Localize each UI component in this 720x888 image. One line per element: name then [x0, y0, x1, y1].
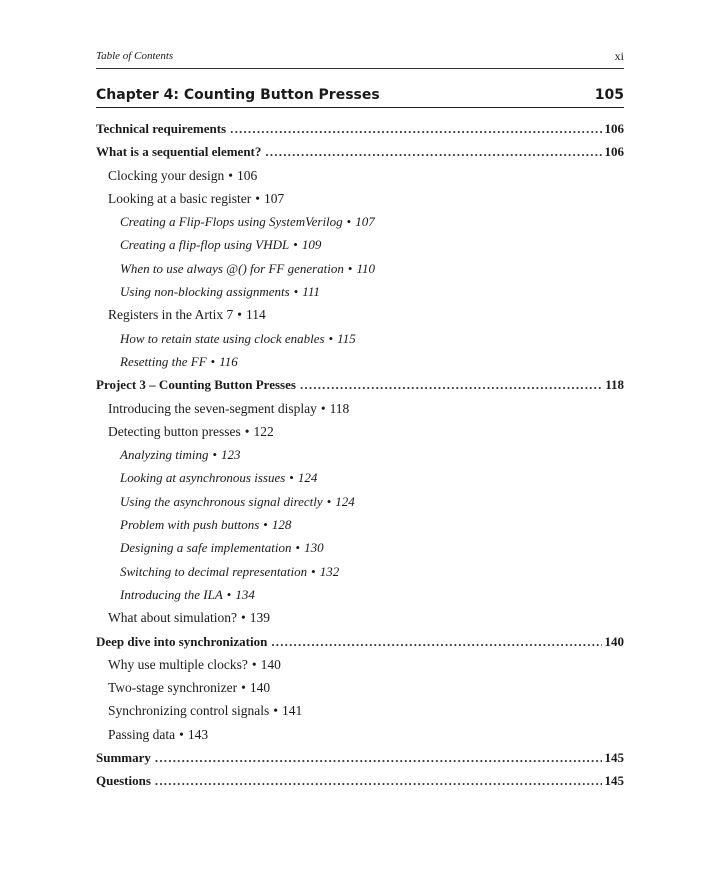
- bullet-separator: •: [293, 284, 299, 300]
- page-number: xi: [614, 49, 624, 63]
- bullet-separator: •: [240, 610, 246, 626]
- entry-page-number: 134: [235, 586, 255, 602]
- entry-title: Resetting the FF: [120, 353, 207, 369]
- entry-title: Questions: [96, 773, 151, 789]
- entry-title: Analyzing timing: [120, 447, 209, 463]
- entry-title: Looking at a basic register: [108, 190, 252, 206]
- entry-title: Clocking your design: [108, 167, 225, 183]
- dot-leader: [300, 373, 602, 396]
- entry-page-number: 140: [260, 656, 281, 672]
- toc-subsubsection-entry[interactable]: [96, 583, 624, 606]
- entry-title: Technical requirements: [96, 121, 227, 136]
- toc-subsection-entry[interactable]: [96, 653, 624, 676]
- entry-title: How to retain state using clock enables: [120, 330, 325, 346]
- bullet-separator: •: [241, 680, 246, 696]
- entry-page-number: 140: [604, 633, 624, 649]
- toc-subsubsection-entry[interactable]: [96, 257, 624, 280]
- toc-subsection-entry[interactable]: [96, 606, 624, 629]
- entry-title: Why use multiple clocks?: [108, 656, 248, 672]
- toc-section-entry[interactable]: [96, 769, 624, 792]
- bullet-separator: •: [293, 237, 298, 253]
- entry-title: Looking at asynchronous issues: [120, 470, 286, 486]
- toc-section-entry[interactable]: [96, 117, 624, 140]
- bullet-separator: •: [289, 470, 294, 486]
- entry-page-number: 145: [604, 773, 624, 789]
- running-header: [96, 48, 624, 69]
- entry-title: Introducing the seven-segment display: [108, 400, 317, 416]
- toc-subsubsection-entry[interactable]: [96, 490, 624, 513]
- toc-subsection-entry[interactable]: [96, 676, 624, 699]
- bullet-separator: •: [255, 190, 260, 206]
- toc-subsection-entry[interactable]: [96, 723, 624, 746]
- toc-subsection-entry[interactable]: [96, 699, 624, 722]
- entry-title: Summary: [96, 750, 151, 766]
- chapter-page: 105: [594, 87, 624, 103]
- entry-title: Detecting button presses: [108, 423, 241, 439]
- toc-section-entry[interactable]: [96, 373, 624, 396]
- entry-page-number: 116: [219, 353, 238, 369]
- toc-subsection-entry[interactable]: [96, 420, 624, 443]
- entry-title: Using non-blocking assignments: [120, 284, 290, 300]
- bullet-separator: •: [311, 563, 316, 579]
- bullet-separator: •: [226, 586, 232, 602]
- entry-page-number: 106: [604, 121, 624, 136]
- toc-subsubsection-entry[interactable]: [96, 513, 624, 536]
- entry-page-number: 145: [604, 750, 624, 766]
- entry-page-number: 114: [245, 307, 266, 323]
- entry-title: What is a sequential element?: [96, 144, 262, 160]
- entry-page-number: 118: [605, 377, 624, 393]
- entry-title: What about simulation?: [108, 610, 237, 626]
- entry-page-number: 124: [297, 470, 318, 486]
- entry-page-number: 118: [329, 400, 350, 416]
- entry-page-number: 122: [253, 423, 274, 439]
- bullet-separator: •: [273, 703, 278, 719]
- toc-subsection-entry[interactable]: [96, 303, 624, 326]
- bullet-separator: •: [228, 167, 233, 183]
- dot-leader: [271, 630, 601, 653]
- entry-page-number: 128: [271, 517, 292, 533]
- entry-page-number: 141: [281, 703, 303, 719]
- bullet-separator: •: [212, 447, 218, 463]
- entry-page-number: 107: [263, 190, 285, 206]
- bullet-separator: •: [263, 517, 268, 533]
- entry-title: Introducing the ILA: [120, 586, 223, 602]
- bullet-separator: •: [251, 656, 257, 672]
- dot-leader: [230, 117, 601, 140]
- toc-subsubsection-entry[interactable]: [96, 560, 624, 583]
- entry-title: Synchronizing control signals: [108, 703, 270, 719]
- toc-subsubsection-entry[interactable]: [96, 210, 624, 233]
- entry-title: Using the asynchronous signal directly: [120, 493, 323, 509]
- entry-page-number: 124: [335, 493, 355, 509]
- entry-title: Designing a safe implementation: [120, 540, 292, 556]
- toc-subsection-entry[interactable]: [96, 164, 624, 187]
- entry-page-number: 143: [187, 726, 209, 742]
- entry-page-number: 106: [236, 167, 258, 183]
- bullet-separator: •: [320, 400, 326, 416]
- toc-subsubsection-entry[interactable]: [96, 466, 624, 489]
- entry-page-number: 107: [355, 214, 375, 230]
- toc-subsubsection-entry[interactable]: [96, 233, 624, 256]
- entry-page-number: 110: [356, 260, 376, 276]
- bullet-separator: •: [237, 307, 242, 323]
- dot-leader: [155, 769, 602, 792]
- toc-section-entry[interactable]: [96, 630, 624, 653]
- toc-subsubsection-entry[interactable]: [96, 327, 624, 350]
- toc-subsubsection-entry[interactable]: [96, 536, 624, 559]
- toc-subsubsection-entry[interactable]: [96, 443, 624, 466]
- toc-section-entry[interactable]: [96, 746, 624, 769]
- toc-section-entry[interactable]: [96, 140, 624, 163]
- bullet-separator: •: [244, 423, 250, 439]
- entry-page-number: 109: [301, 237, 322, 253]
- bullet-separator: •: [295, 540, 301, 556]
- entry-title: Two-stage synchronizer: [108, 680, 238, 696]
- dot-leader: [265, 140, 601, 163]
- entry-title: Passing data: [108, 726, 176, 742]
- entry-page-number: 106: [604, 144, 624, 160]
- entry-page-number: 140: [249, 680, 271, 696]
- chapter-title: Chapter 4: Counting Button Presses: [96, 87, 380, 103]
- bullet-separator: •: [347, 260, 353, 276]
- entry-title: Switching to decimal representation: [120, 563, 308, 579]
- bullet-separator: •: [328, 330, 334, 346]
- entry-title: Creating a flip-flop using VHDL: [120, 237, 290, 253]
- toc-subsubsection-entry[interactable]: [96, 280, 624, 303]
- dot-leader: [155, 746, 602, 769]
- bullet-separator: •: [210, 353, 216, 369]
- entry-page-number: 139: [249, 610, 270, 626]
- toc-subsection-entry[interactable]: [96, 187, 624, 210]
- bullet-separator: •: [346, 214, 352, 230]
- entry-page-number: 132: [319, 563, 340, 579]
- entry-title: Deep dive into synchronization: [96, 633, 268, 649]
- entry-title: Problem with push buttons: [120, 517, 260, 533]
- running-title: Table of Contents: [96, 50, 174, 62]
- bullet-separator: •: [326, 493, 332, 509]
- entry-page-number: 115: [337, 330, 356, 346]
- entry-title: Project 3 – Counting Button Presses: [96, 377, 296, 393]
- entry-page-number: 111: [302, 284, 320, 300]
- entry-page-number: 123: [221, 447, 241, 463]
- entry-title: When to use always @() for FF generation: [120, 260, 344, 276]
- chapter-heading[interactable]: [96, 86, 624, 108]
- toc-subsection-entry[interactable]: [96, 397, 624, 420]
- entry-title: Registers in the Artix 7: [108, 307, 234, 323]
- toc-entry-list: [96, 117, 624, 793]
- entry-title: Creating a Flip-Flops using SystemVerilog: [120, 214, 343, 230]
- toc-subsubsection-entry[interactable]: [96, 350, 624, 373]
- entry-page-number: 130: [304, 540, 324, 556]
- bullet-separator: •: [179, 726, 184, 742]
